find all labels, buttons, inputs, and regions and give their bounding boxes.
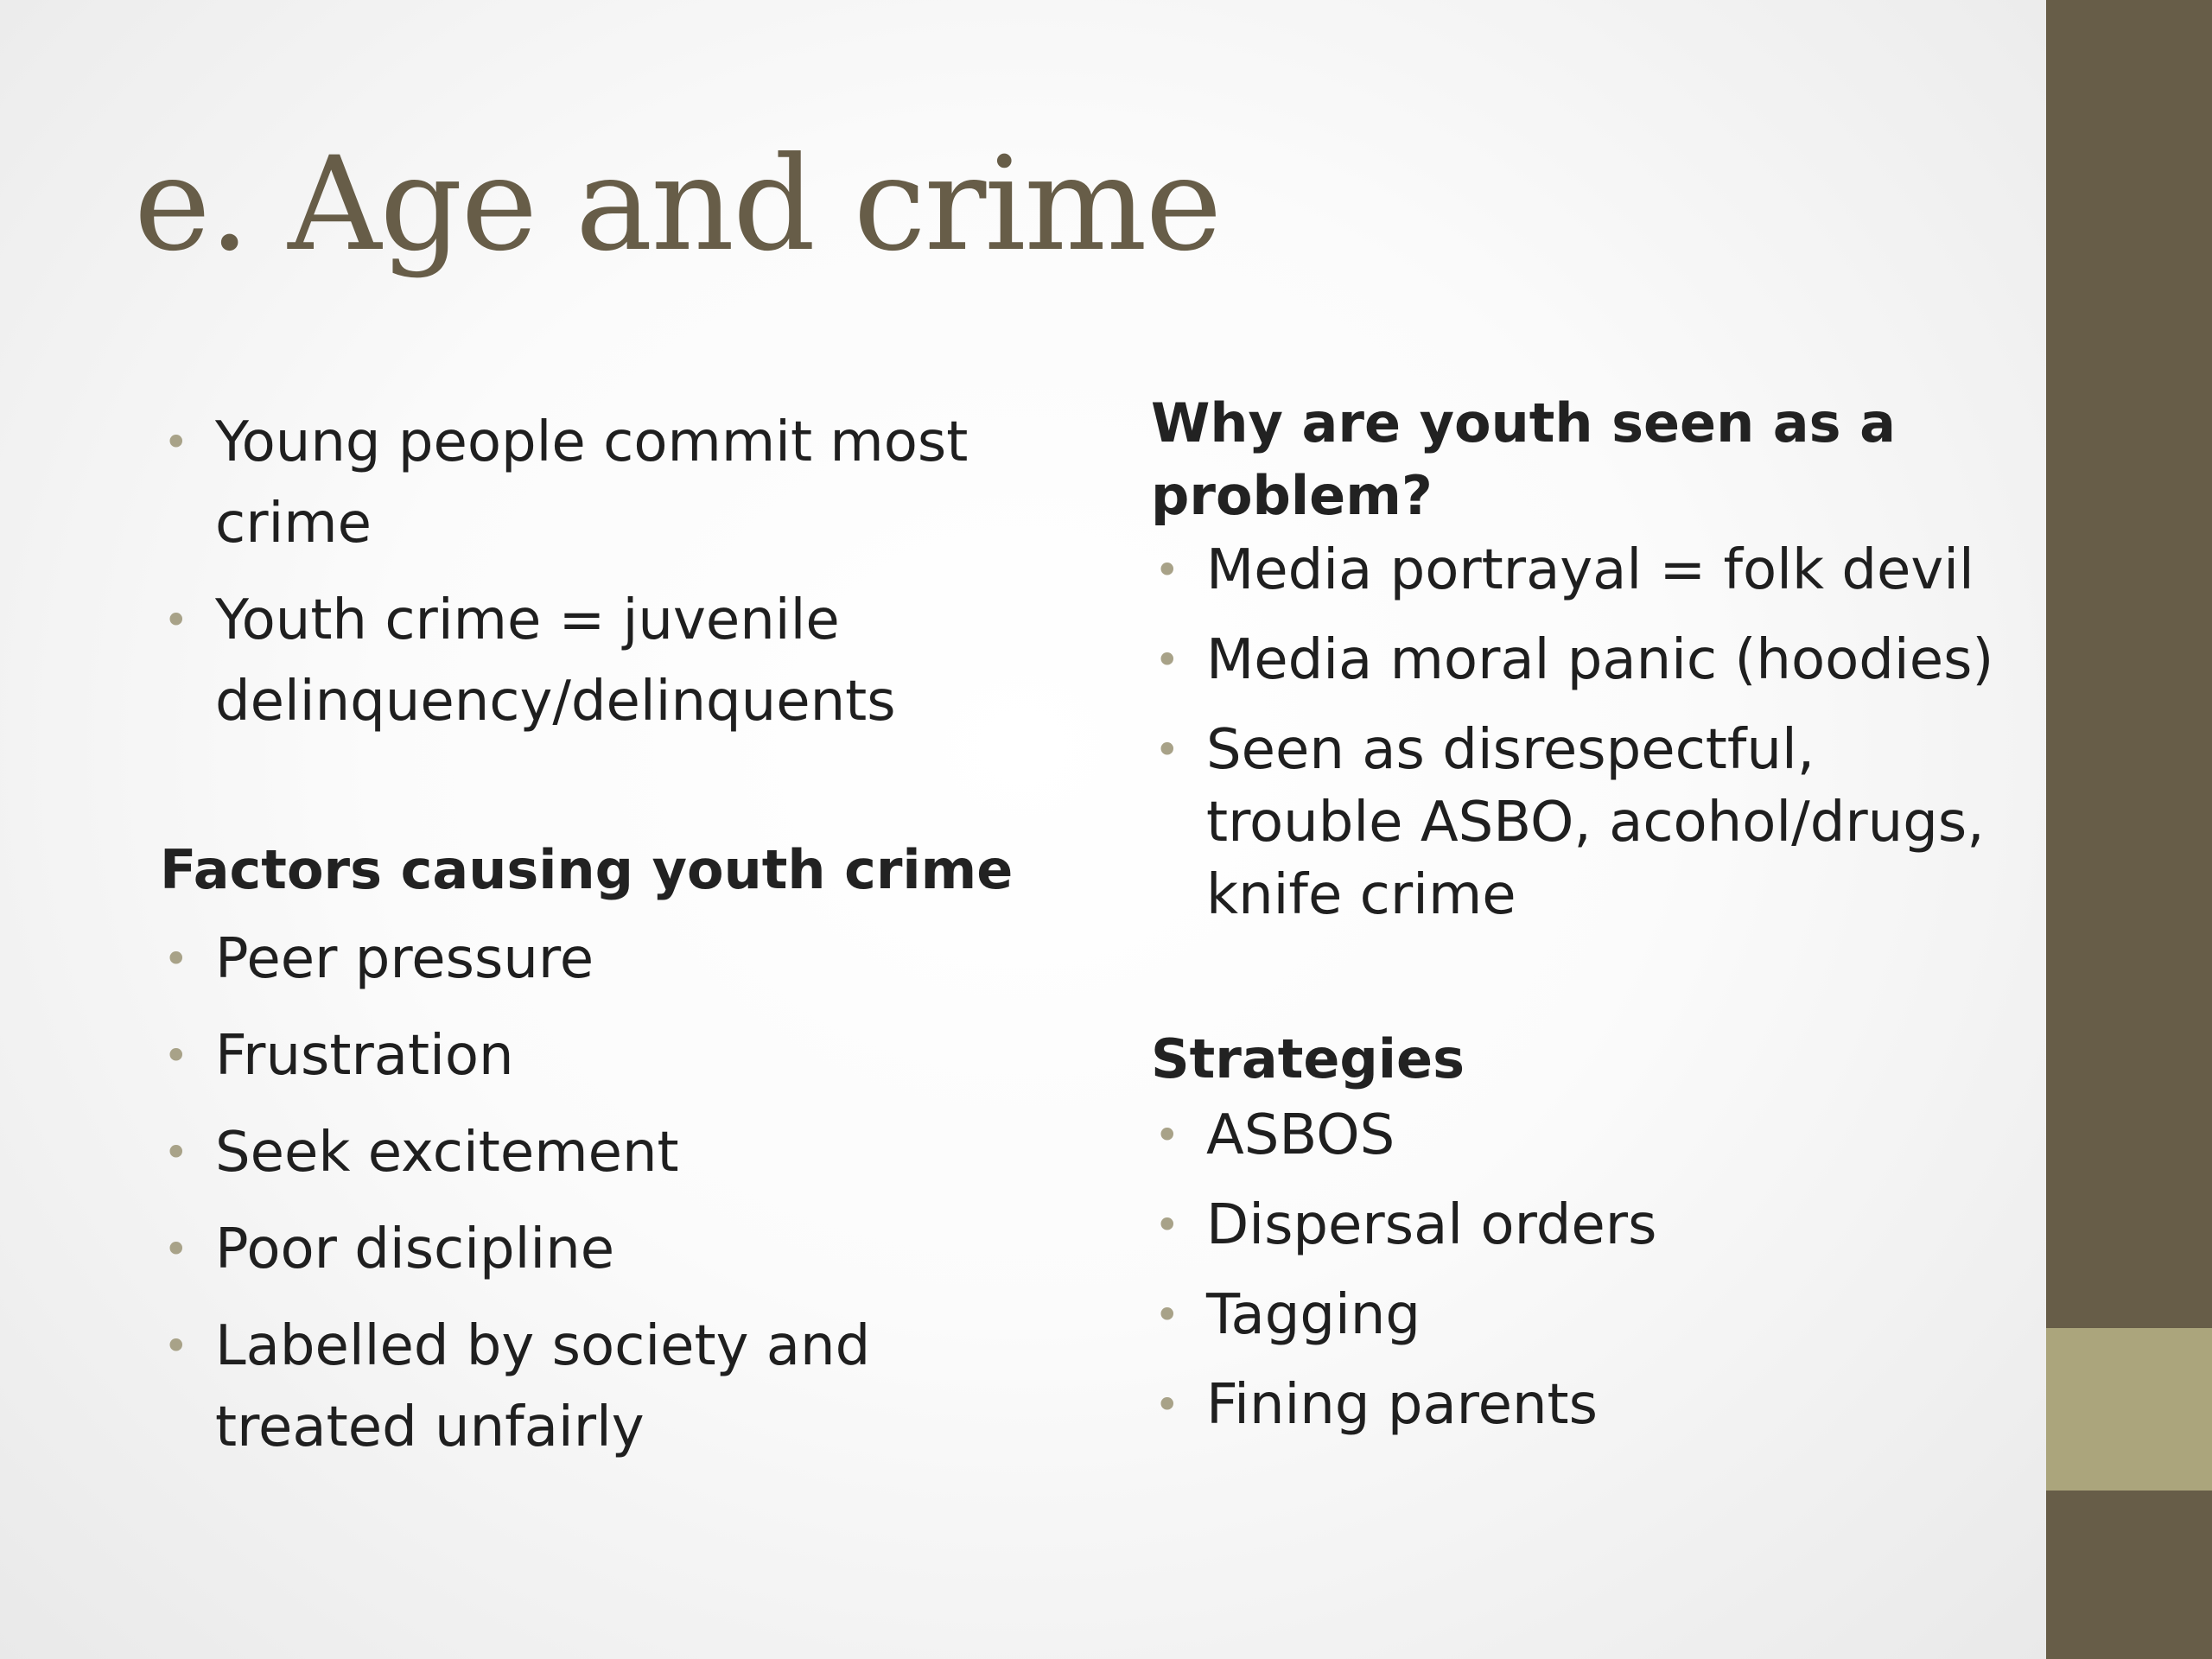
list-item: [160, 1112, 1024, 1193]
list-item-text: Media portrayal = folk devil: [1206, 538, 1974, 602]
list-item: [160, 580, 1024, 742]
left-column: [160, 402, 1024, 1484]
slide-title: e. Age and crime: [134, 130, 1221, 280]
bullet-icon: •: [163, 1224, 189, 1274]
bullet-icon: •: [1154, 1110, 1180, 1160]
bullet-icon: •: [163, 1031, 189, 1081]
list-item: [1151, 1189, 2024, 1262]
bullet-icon: •: [1154, 545, 1180, 595]
list-item-text: Young people commit most crime: [215, 410, 969, 556]
factors-list: [160, 918, 1024, 1468]
list-item-text: Media moral panic (hoodies): [1206, 628, 1994, 692]
list-item: [1151, 624, 2024, 696]
intro-list: [160, 402, 1024, 742]
bullet-icon: •: [163, 1321, 189, 1371]
bullet-icon: •: [1154, 1200, 1180, 1250]
list-item: [1151, 714, 2024, 931]
problem-list: [1151, 534, 2024, 931]
bullet-icon: •: [163, 934, 189, 984]
list-item: [1151, 1369, 2024, 1441]
list-item: [160, 1209, 1024, 1290]
list-item: [160, 1306, 1024, 1468]
list-item-text: Seek excitement: [215, 1121, 679, 1185]
list-item: [160, 918, 1024, 1000]
spacer: [1151, 949, 2024, 1023]
list-item-text: Poor discipline: [215, 1217, 615, 1281]
factors-heading: Factors causing youth crime: [160, 838, 1014, 901]
list-item-text: Labelled by society and treated unfairly: [215, 1314, 871, 1459]
list-item-text: Seen as disrespectful, trouble ASBO, acohol/drugs, knife crime: [1206, 718, 1985, 927]
bullet-icon: •: [163, 595, 189, 645]
list-item-text: ASBOS: [1206, 1103, 1395, 1167]
list-item-text: Fining parents: [1206, 1373, 1598, 1437]
list-item: [1151, 1099, 2024, 1172]
bullet-icon: •: [163, 1128, 189, 1178]
strategies-list: [1151, 1099, 2024, 1441]
list-item-text: Tagging: [1206, 1283, 1421, 1347]
right-column: [1151, 387, 2024, 1459]
list-item: [160, 1015, 1024, 1096]
bullet-icon: •: [1154, 725, 1180, 775]
list-item: [1151, 534, 2024, 607]
list-item-text: Youth crime = juvenile delinquency/delinquents: [215, 588, 896, 734]
list-item-text: Dispersal orders: [1206, 1193, 1657, 1257]
list-item-text: Peer pressure: [215, 927, 594, 991]
bullet-icon: •: [163, 417, 189, 467]
problem-heading: Why are youth seen as a problem?: [1151, 391, 1896, 527]
bullet-icon: •: [1154, 1380, 1180, 1430]
side-accent-block: [2046, 1328, 2212, 1491]
list-item: [160, 402, 1024, 564]
bullet-icon: •: [1154, 635, 1180, 685]
bullet-icon: •: [1154, 1290, 1180, 1340]
spacer: [160, 758, 1024, 834]
list-item-text: Frustration: [215, 1024, 514, 1088]
list-item: [1151, 1279, 2024, 1351]
strategies-heading: Strategies: [1151, 1027, 1465, 1090]
